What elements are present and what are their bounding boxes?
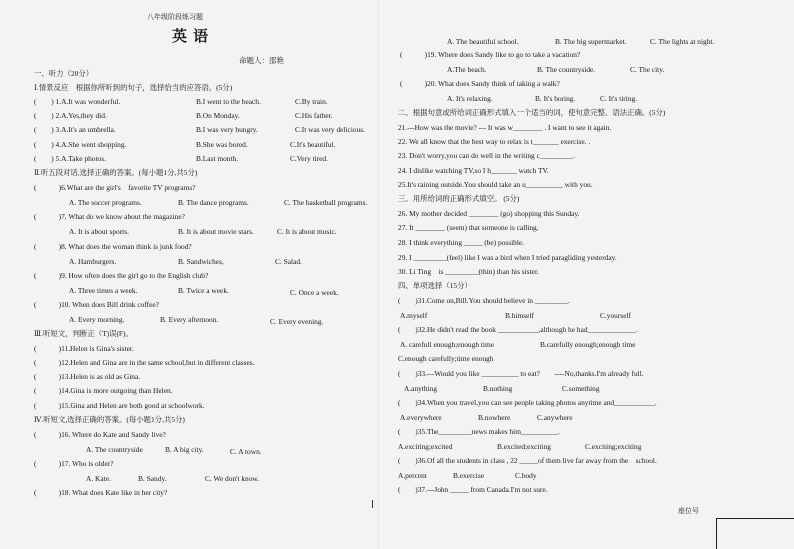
left-text-line: C.It was very delicious. — [295, 125, 365, 134]
right-text-line: C. The city. — [630, 65, 665, 74]
left-text-line: ( )10. When does Bill drink coffee? — [34, 300, 159, 309]
right-text-line: A.percent — [398, 471, 427, 480]
right-text-line: A. The beautiful school. — [447, 37, 519, 46]
left-text-line: C. Salad. — [275, 257, 302, 266]
left-text-line: ( )8. What does the woman think is junk food? — [34, 242, 192, 251]
left-text-line: ( )9. How often does the girl go to the English club? — [34, 271, 209, 280]
right-text-line: ( )35.The_________news makes him__________. — [398, 427, 560, 436]
right-text-line: B. It's boring. — [535, 94, 576, 103]
right-text-line: A. It's relaxing. — [447, 94, 493, 103]
left-text-line: B. A big city. — [165, 445, 204, 454]
left-text-line: A. The countryside — [86, 445, 143, 454]
left-text-line: ( )18. What does Kate like in her city? — [34, 488, 168, 497]
left-text-line: ( ) 5.A.Take photos. — [34, 154, 106, 163]
right-text-line: B.nowhere — [478, 413, 511, 422]
right-text-line: 三、用所给词的正确形式填空。 (5分) — [398, 194, 520, 203]
margin-mark — [372, 500, 373, 508]
seat-number-box — [716, 518, 794, 549]
left-text-line: C.By train. — [295, 97, 328, 106]
subject-title: 英语 — [172, 27, 215, 45]
left-text-line: A. Hamburgers. — [69, 257, 117, 266]
left-text-line: Ⅰ.情景反应 根据你所听到的句子，选择恰当的应答语。(5分) — [34, 83, 233, 92]
left-text-line: A. The soccer programs. — [69, 198, 142, 207]
right-text-line: B.carefully enough;enough time — [540, 340, 636, 349]
right-text-line: 30. Li Ting is _________(thin) than his sister. — [398, 267, 539, 276]
left-text-line: C.It's beautiful. — [290, 140, 336, 149]
left-text-line: C. The basketball programs. — [284, 198, 368, 207]
left-text-line: C. Every evening. — [270, 317, 324, 326]
left-text-line: ( )7. What do we know about the magazine? — [34, 212, 185, 221]
left-text-line: C. Once a week. — [290, 288, 339, 297]
right-text-line: 22. We all know that the best way to relax is t_______ exercise. . — [398, 137, 591, 146]
right-text-line: 21.---How was the movie? --- It was w________ . I want to see it again. — [398, 123, 612, 132]
right-text-line: A. carefull enough;enough time — [400, 340, 494, 349]
right-text-line: B. The big supermarket. — [555, 37, 627, 46]
right-text-line: B.excited;exciting — [497, 442, 551, 451]
right-text-line: C.something — [562, 384, 600, 393]
right-text-line: 28. I think everything _____ (be) possible. — [398, 238, 525, 247]
left-text-line: A. Kate. — [86, 474, 111, 483]
left-text-line: ( )17. Who is older? — [34, 459, 114, 468]
left-text-line: B.Last month. — [196, 154, 239, 163]
right-text-line: B.exercise — [453, 471, 484, 480]
right-text-line: C. It's tiring. — [600, 94, 638, 103]
left-text-line: A. Every morning. — [69, 315, 125, 324]
right-text-line: B. The countryside. — [537, 65, 596, 74]
right-text-line: C.anywhere — [537, 413, 573, 422]
right-text-line: 二、根据句意或所给词正确形式填入一个适当的词，使句意完整、语法正确。(5分) — [398, 108, 666, 117]
right-text-line: ( )31.Come on,Bill.You should believe in _________. — [398, 296, 570, 305]
left-text-line: ( )11.Helen is Gina's sister. — [34, 344, 134, 353]
right-text-line: 27. It ________ (seem) that someone is calling. — [398, 223, 539, 232]
right-text-line: A.exciting;excited — [398, 442, 453, 451]
left-text-line: Ⅳ.听短文,选择正确的答案。(每小题1分,共5分) — [34, 415, 185, 424]
left-text-line: ( ) 1.A.It was wonderful. — [34, 97, 121, 106]
right-text-line: ( )20. What does Sandy think of taking a walk? — [400, 79, 560, 88]
right-text-line: 25.It's raining outside.You should take an u__________ with you. — [398, 180, 593, 189]
left-text-line: B. The dance programs. — [178, 198, 249, 207]
right-text-line: A.The beach. — [447, 65, 487, 74]
left-text-line: ( ) 2.A.Yes,they did. — [34, 111, 107, 120]
right-text-line: ( )19. Where does Sandy like to go to take a vacation? — [400, 50, 581, 59]
left-text-line: B. Twice a week. — [178, 286, 229, 295]
left-text-line: ( )15.Gina and Helen are both good at schoolwork. — [34, 401, 205, 410]
right-text-line: ( )32.He didn't read the book ___________,although he had_____________. — [398, 325, 638, 334]
left-text-line: ( ) 4.A.She went shopping. — [34, 140, 127, 149]
left-text-line: C. We don't know. — [205, 474, 260, 483]
left-text-line: Ⅲ.听短文，判断正（T)误(F)。 — [34, 329, 133, 338]
left-text-line: C.His father. — [295, 111, 333, 120]
right-text-line: C.enough carefully;time enough — [398, 354, 494, 363]
left-text-line: B. It is about movie stars. — [178, 227, 254, 236]
author-line: 命题人：邵艳 — [239, 56, 284, 65]
right-text-line: A.myself — [400, 311, 428, 320]
left-text-line: ( )12.Helen and Gina are in the same school,but in different classes. — [34, 358, 255, 367]
left-text-line: C. A town. — [230, 447, 262, 456]
left-text-line: A. It is about sports. — [69, 227, 129, 236]
left-text-line: B.I went to the beach. — [196, 97, 261, 106]
right-text-line: ( )36.Of all the students in class , 22 _____of them live far away from the school. — [398, 456, 657, 465]
right-text-line: 23. Don't worry,you can do well in the writing c_________. — [398, 151, 575, 160]
seat-number-label: 座位号 — [678, 507, 699, 515]
left-text-line: B.On Monday. — [196, 111, 240, 120]
left-text-line: ( ) 3.A.It's an umbrella. — [34, 125, 116, 134]
right-text-line: B.nothing — [483, 384, 513, 393]
right-text-line: ( )34.When you travel,you can see people taking photos anytime and___________. — [398, 398, 657, 407]
right-text-line: C.exciting;exciting — [585, 442, 642, 451]
right-text-line: 四、单项选择（15分） — [398, 281, 472, 290]
left-text-line: B.She was bored. — [196, 140, 248, 149]
grade-label: 八年级阶段练习题 — [147, 13, 203, 21]
right-text-line: A.anything — [404, 384, 438, 393]
left-text-line: ( )16. Where do Kate and Sandy live? — [34, 430, 166, 439]
left-text-line: Ⅱ.听五段对话,选择正确的答案。(每小题1分,共5分) — [34, 168, 198, 177]
left-text-line: B. Every afternoon. — [160, 315, 219, 324]
right-text-line: C. The lights at night. — [650, 37, 715, 46]
right-text-line: 26. My mother decided ________ (go) shopping this Sunday. — [398, 209, 580, 218]
left-text-line: ( )14.Gina is more outgoing than Helen. — [34, 386, 173, 395]
right-text-line: C.yourself — [600, 311, 631, 320]
left-text-line: 一、听力（20分） — [34, 69, 94, 78]
left-text-line: ( )13.Helen is as old as Gina. — [34, 372, 141, 381]
left-text-line: C.Very tired. — [290, 154, 328, 163]
left-text-line: A. Three times a week. — [69, 286, 138, 295]
left-text-line: C. It is about music. — [277, 227, 337, 236]
left-text-line: ( )6.What are the girl's favorite TV programs? — [34, 183, 196, 192]
right-text-line: A.everywhere — [400, 413, 442, 422]
page-fold — [378, 0, 379, 549]
right-text-line: ( )37.---John _____ from Canada.I'm not sure. — [398, 485, 548, 494]
left-text-line: B. Sandy. — [138, 474, 167, 483]
right-text-line: 24. I dislike watching TV,so I h_______ watch TV. — [398, 166, 549, 175]
right-text-line: 29. I _________(feel) like I was a bird when I tried paragliding yesterday. — [398, 253, 617, 262]
right-text-line: C.body — [515, 471, 537, 480]
right-text-line: B.himself — [505, 311, 534, 320]
left-text-line: B.I was very hungry. — [196, 125, 258, 134]
left-text-line: B. Sandwiches, — [178, 257, 224, 266]
right-text-line: ( )33.---Would you like __________ to eat? ----No,thanks.I'm already full. — [398, 369, 644, 378]
